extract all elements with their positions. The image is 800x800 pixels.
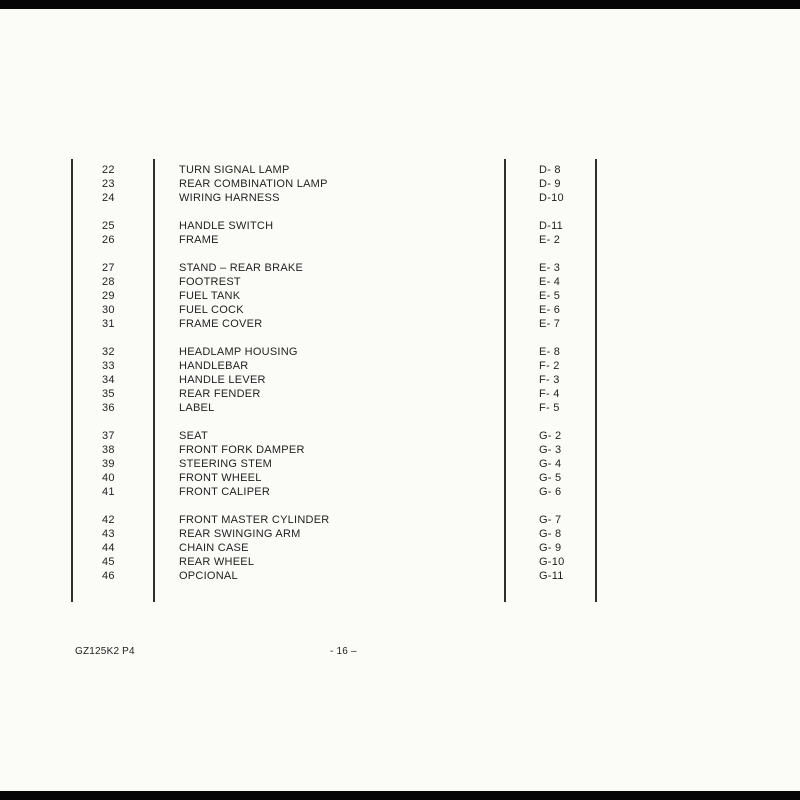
- row-number: 24: [102, 192, 115, 204]
- table-row: [0, 275, 800, 289]
- part-name: STEERING STEM: [179, 458, 273, 470]
- part-name: OPCIONAL: [179, 570, 238, 582]
- row-number: 42: [102, 514, 115, 526]
- row-number: 22: [102, 164, 115, 176]
- letterbox-top-bar: [0, 0, 800, 9]
- table-row: [0, 569, 800, 583]
- page-ref: E- 3: [539, 262, 561, 274]
- page-ref: E- 7: [539, 318, 561, 330]
- row-number: 46: [102, 570, 115, 582]
- part-name: FUEL COCK: [179, 304, 244, 316]
- footer-page-number: - 16 –: [330, 646, 357, 657]
- row-number: 30: [102, 304, 115, 316]
- page-ref: G- 7: [539, 514, 562, 526]
- table-row: [0, 303, 800, 317]
- page-ref: G- 4: [539, 458, 562, 470]
- part-name: REAR WHEEL: [179, 556, 255, 568]
- table-row-group: [0, 345, 800, 415]
- part-name: FRONT CALIPER: [179, 486, 271, 498]
- page-ref: G-11: [539, 570, 564, 582]
- table-row-group: [0, 163, 800, 205]
- page-ref: G- 6: [539, 486, 562, 498]
- row-number: 45: [102, 556, 115, 568]
- page-ref: F- 2: [539, 360, 560, 372]
- row-number: 36: [102, 402, 115, 414]
- page-ref: D- 9: [539, 178, 561, 190]
- part-name: FOOTREST: [179, 276, 241, 288]
- row-number: 34: [102, 374, 115, 386]
- table-row: [0, 359, 800, 373]
- part-name: TURN SIGNAL LAMP: [179, 164, 290, 176]
- row-number: 41: [102, 486, 115, 498]
- table-row: [0, 345, 800, 359]
- table-row-group: [0, 513, 800, 583]
- row-number: 28: [102, 276, 115, 288]
- row-number: 31: [102, 318, 115, 330]
- table-row: [0, 233, 800, 247]
- part-name: FUEL TANK: [179, 290, 241, 302]
- part-name: REAR SWINGING ARM: [179, 528, 301, 540]
- table-row: [0, 401, 800, 415]
- table-row-group: [0, 261, 800, 331]
- part-name: FRAME COVER: [179, 318, 263, 330]
- page-ref: F- 5: [539, 402, 560, 414]
- part-name: REAR COMBINATION LAMP: [179, 178, 328, 190]
- letterbox-bottom-bar: [0, 791, 800, 800]
- row-number: 40: [102, 472, 115, 484]
- table-row: [0, 219, 800, 233]
- page-ref: G- 5: [539, 472, 562, 484]
- part-name: SEAT: [179, 430, 208, 442]
- part-name: WIRING HARNESS: [179, 192, 280, 204]
- table-row: [0, 485, 800, 499]
- table-row: [0, 527, 800, 541]
- part-name: HANDLEBAR: [179, 360, 249, 372]
- part-name: REAR FENDER: [179, 388, 261, 400]
- page-ref: E- 5: [539, 290, 561, 302]
- table-row: [0, 471, 800, 485]
- row-number: 44: [102, 542, 115, 554]
- page-ref: F- 4: [539, 388, 560, 400]
- footer-doc-code: GZ125K2 P4: [75, 646, 135, 657]
- part-name: FRONT WHEEL: [179, 472, 262, 484]
- page-ref: G-10: [539, 556, 565, 568]
- row-number: 29: [102, 290, 115, 302]
- table-row-group: [0, 429, 800, 499]
- row-number: 37: [102, 430, 115, 442]
- part-name: HANDLE LEVER: [179, 374, 266, 386]
- row-number: 35: [102, 388, 115, 400]
- table-row-group: [0, 219, 800, 247]
- table-row: [0, 177, 800, 191]
- row-number: 27: [102, 262, 115, 274]
- table-row: [0, 191, 800, 205]
- row-number: 26: [102, 234, 115, 246]
- table-row: [0, 387, 800, 401]
- page-ref: F- 3: [539, 374, 560, 386]
- page-ref: G- 8: [539, 528, 562, 540]
- table-row: [0, 443, 800, 457]
- table-row: [0, 555, 800, 569]
- part-name: LABEL: [179, 402, 215, 414]
- part-name: FRONT MASTER CYLINDER: [179, 514, 330, 526]
- page-ref: G- 9: [539, 542, 562, 554]
- part-name: HANDLE SWITCH: [179, 220, 274, 232]
- table-row: [0, 261, 800, 275]
- row-number: 38: [102, 444, 115, 456]
- page-ref: D-11: [539, 220, 564, 232]
- table-row: [0, 373, 800, 387]
- page-ref: D- 8: [539, 164, 561, 176]
- table-row: [0, 289, 800, 303]
- page-ref: E- 6: [539, 304, 561, 316]
- part-name: STAND – REAR BRAKE: [179, 262, 304, 274]
- row-number: 39: [102, 458, 115, 470]
- page-ref: D-10: [539, 192, 564, 204]
- page-ref: E- 8: [539, 346, 561, 358]
- table-row: [0, 163, 800, 177]
- row-number: 25: [102, 220, 115, 232]
- page-ref: G- 3: [539, 444, 562, 456]
- part-name: HEADLAMP HOUSING: [179, 346, 298, 358]
- table-row: [0, 457, 800, 471]
- row-number: 33: [102, 360, 115, 372]
- table-row: [0, 513, 800, 527]
- parts-index-table: [0, 163, 800, 583]
- part-name: FRONT FORK DAMPER: [179, 444, 305, 456]
- row-number: 32: [102, 346, 115, 358]
- page-ref: E- 2: [539, 234, 561, 246]
- table-row: [0, 541, 800, 555]
- row-number: 23: [102, 178, 115, 190]
- table-row: [0, 429, 800, 443]
- page-ref: G- 2: [539, 430, 562, 442]
- row-number: 43: [102, 528, 115, 540]
- table-row: [0, 317, 800, 331]
- part-name: FRAME: [179, 234, 219, 246]
- part-name: CHAIN CASE: [179, 542, 249, 554]
- page-ref: E- 4: [539, 276, 561, 288]
